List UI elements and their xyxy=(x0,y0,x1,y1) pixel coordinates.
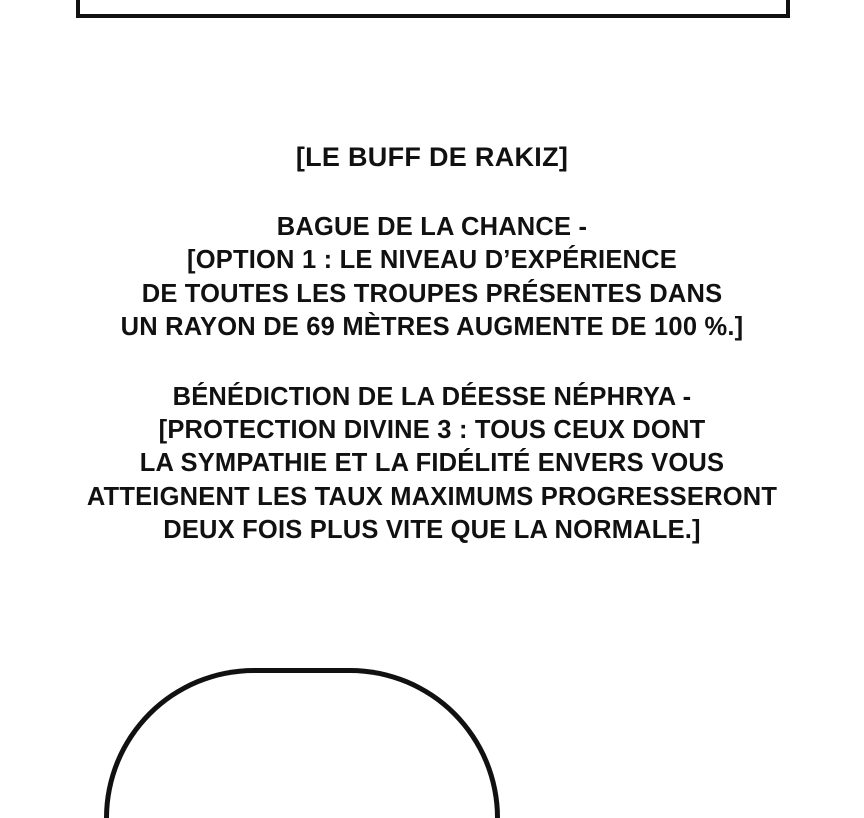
text-line: BAGUE DE LA CHANCE - xyxy=(276,213,588,242)
page-title: [LE BUFF DE RAKIZ] xyxy=(295,142,569,172)
text-line: DE TOUTES LES TROUPES PRÉSENTES DANS xyxy=(141,279,723,308)
text-block xyxy=(0,140,864,548)
skill-block-benediction-nephrya xyxy=(0,381,864,548)
text-line: UN RAYON DE 69 MÈTRES AUGMENTE DE 100 %.] xyxy=(120,313,744,342)
text-line: [PROTECTION DIVINE 3 : TOUS CEUX DONT xyxy=(158,416,706,445)
text-line: LA SYMPATHIE ET LA FIDÉLITÉ ENVERS VOUS xyxy=(139,449,725,478)
panel-border-top xyxy=(76,0,790,18)
text-line: DEUX FOIS PLUS VITE QUE LA NORMALE.] xyxy=(163,516,701,545)
skill-block-bague-de-la-chance xyxy=(0,211,864,345)
text-line: BÉNÉDICTION DE LA DÉESSE NÉPHRYA - xyxy=(172,382,692,411)
text-line: [OPTION 1 : LE NIVEAU D’EXPÉRIENCE xyxy=(187,246,677,275)
text-line: ATTEIGNENT LES TAUX MAXIMUMS PROGRESSERONT xyxy=(86,482,778,511)
panel-border-bottom-arc xyxy=(104,668,500,818)
